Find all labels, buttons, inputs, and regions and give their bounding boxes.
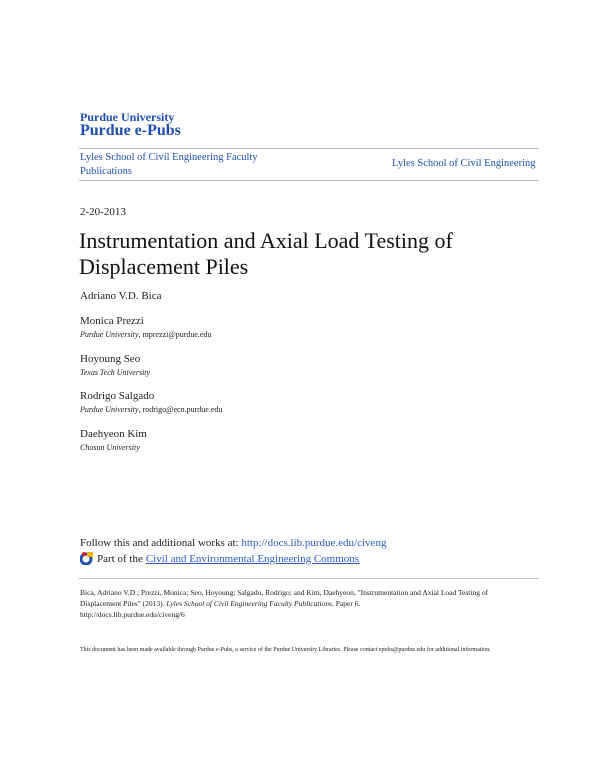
document-title: Instrumentation and Axial Load Testing of Displacement Piles xyxy=(79,228,453,279)
author-affiliation: Purdue University xyxy=(80,405,139,414)
author-name: Monica Prezzi xyxy=(80,315,144,327)
commons-network-icon xyxy=(80,552,93,565)
collection-link[interactable]: Lyles School of Civil Engineering Faculty Publications xyxy=(80,152,258,177)
author-name: Daehyeon Kim xyxy=(80,428,147,440)
author-affiliation: Texas Tech University xyxy=(80,368,151,377)
author-email: , mprezzi@purdue.edu xyxy=(138,330,212,339)
collection-url[interactable]: http://docs.lib.purdue.edu/civeng xyxy=(241,537,387,549)
author-affiliation: Chosun University xyxy=(80,443,140,452)
follow-line xyxy=(80,537,386,549)
author-affiliation: Purdue University xyxy=(80,330,139,339)
author-email: , rodrigo@ecn.purdue.edu xyxy=(138,405,223,414)
department-link[interactable]: Lyles School of Civil Engineering xyxy=(392,158,536,169)
divider xyxy=(79,180,539,181)
divider xyxy=(79,148,539,149)
citation xyxy=(80,587,530,620)
repository-name[interactable]: Purdue e-Pubs xyxy=(80,122,181,139)
citation-text: Bica, Adriano V.D.; Prezzi, Monica; Seo, Hoyoung; Salgado, Rodrigo; and Kim, Daehyeon, "Instrumentation and Axial Load Testing of Displacement Piles" (2013). xyxy=(80,588,489,608)
publication-date: 2-20-2013 xyxy=(80,206,126,218)
part-of-line xyxy=(80,552,359,565)
citation-series: Lyles School of Civil Engineering Faculty Publications xyxy=(166,599,332,608)
part-of-text: Part of the xyxy=(97,552,143,565)
divider xyxy=(79,578,539,579)
institution: Purdue University xyxy=(80,110,175,124)
author-name: Hoyoung Seo xyxy=(80,353,141,365)
commons-link[interactable]: Civil and Environmental Engineering Commons xyxy=(145,552,360,565)
author-name: Adriano V.D. Bica xyxy=(80,290,162,302)
author-name: Rodrigo Salgado xyxy=(80,390,155,402)
availability-notice: This document has been made available through Purdue e-Pubs, a service of the Purdue University Libraries. Please contact epubs@purdue.edu for additional information. xyxy=(80,647,491,653)
follow-text: Follow this and additional works at: xyxy=(80,537,242,549)
citation-url[interactable]: http://docs.lib.purdue.edu/civeng/6 xyxy=(80,610,185,619)
citation-paper: . Paper 6. xyxy=(331,599,361,608)
